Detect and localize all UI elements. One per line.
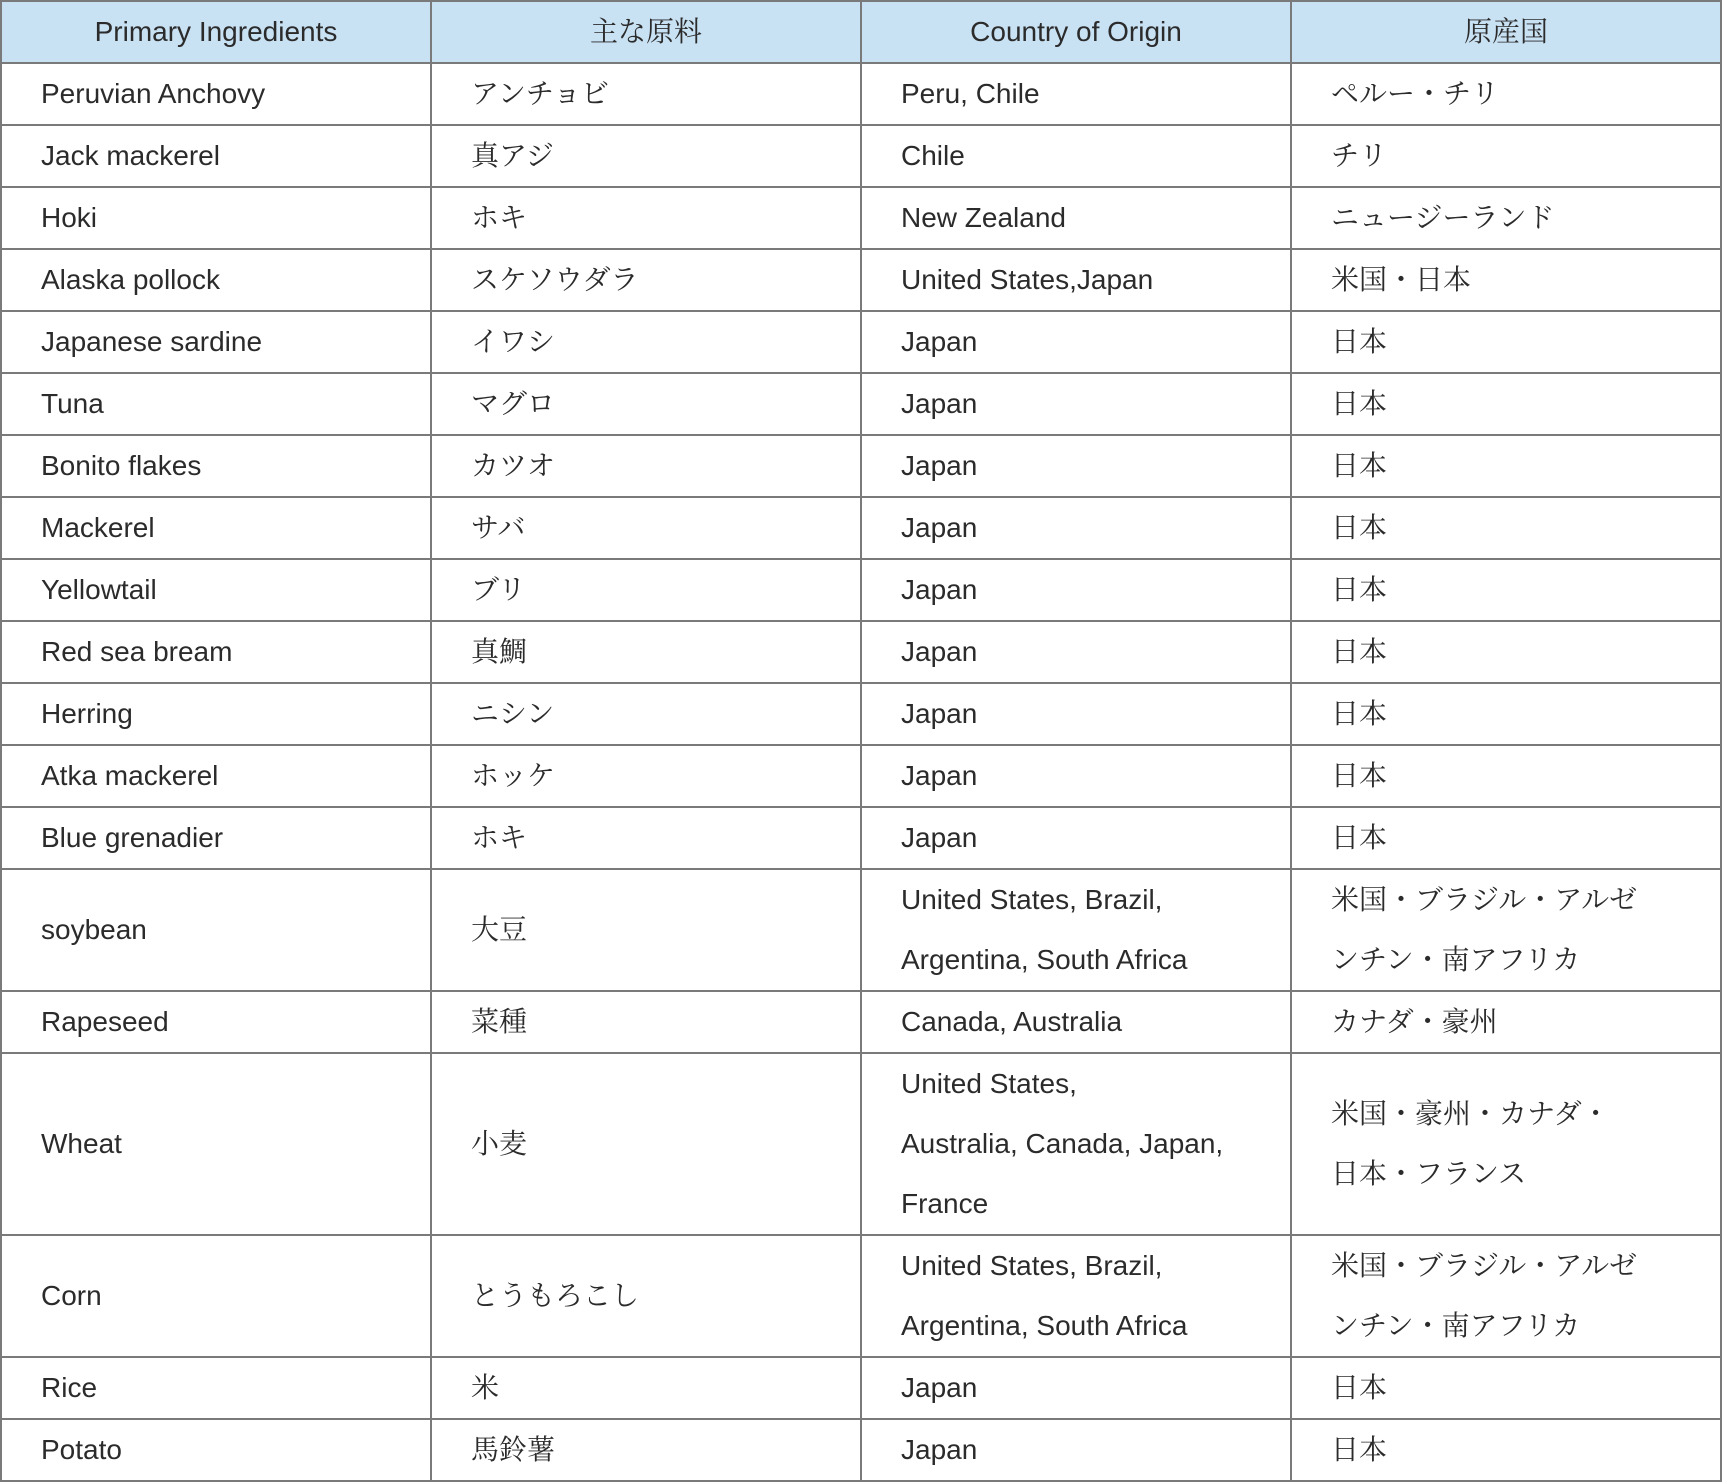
ingredient-ja: ホキ (431, 807, 861, 869)
origin-ja: ニュージーランド (1291, 187, 1721, 249)
table-row (1, 1053, 1721, 1235)
origin-ja: 日本 (1291, 1419, 1721, 1481)
origin-ja: 日本 (1291, 559, 1721, 621)
header-country-of-origin: Country of Origin (861, 1, 1291, 63)
table-row (1, 435, 1721, 497)
table-row (1, 249, 1721, 311)
origin-en: Japan (861, 1357, 1291, 1419)
origin-ja-text: 米国・ブラジル・アルゼ ンチン・南アフリカ (1331, 884, 1638, 975)
ingredient-en: Rapeseed (1, 991, 431, 1053)
ingredient-en: Herring (1, 683, 431, 745)
ingredient-en: Tuna (1, 373, 431, 435)
origin-ja-text: 米国・ブラジル・アルゼ ンチン・南アフリカ (1331, 1250, 1638, 1341)
ingredient-en: Corn (1, 1235, 431, 1357)
ingredient-en: Red sea bream (1, 621, 431, 683)
table-row (1, 497, 1721, 559)
ingredient-ja: カツオ (431, 435, 861, 497)
origin-ja: カナダ・豪州 (1291, 991, 1721, 1053)
origin-ja: 日本 (1291, 807, 1721, 869)
origin-ja: 日本 (1291, 373, 1721, 435)
origin-ja (1291, 1053, 1721, 1235)
table-row (1, 1419, 1721, 1481)
ingredient-en: Jack mackerel (1, 125, 431, 187)
ingredient-ja: ホッケ (431, 745, 861, 807)
ingredient-ja: 大豆 (431, 869, 861, 991)
origin-ja: ペルー・チリ (1291, 63, 1721, 125)
origin-en: United States,Japan (861, 249, 1291, 311)
origin-ja (1291, 1235, 1721, 1357)
origin-ja: 日本 (1291, 745, 1721, 807)
ingredient-en: soybean (1, 869, 431, 991)
table-row (1, 187, 1721, 249)
ingredient-ja: ブリ (431, 559, 861, 621)
origin-ja: チリ (1291, 125, 1721, 187)
ingredient-en: Peruvian Anchovy (1, 63, 431, 125)
ingredient-ja: マグロ (431, 373, 861, 435)
origin-en-text: United States, Brazil, Argentina, South Africa (901, 884, 1188, 975)
origin-en: Japan (861, 1419, 1291, 1481)
origin-en: Japan (861, 435, 1291, 497)
ingredient-en: Rice (1, 1357, 431, 1419)
origin-en (861, 1053, 1291, 1235)
origin-en: Japan (861, 497, 1291, 559)
table-header-row (1, 1, 1721, 63)
ingredient-en: Potato (1, 1419, 431, 1481)
ingredient-en: Atka mackerel (1, 745, 431, 807)
ingredient-en: Mackerel (1, 497, 431, 559)
ingredient-en: Bonito flakes (1, 435, 431, 497)
table-row (1, 311, 1721, 373)
table-row (1, 1357, 1721, 1419)
ingredient-ja: 小麦 (431, 1053, 861, 1235)
ingredient-ja: スケソウダラ (431, 249, 861, 311)
table-row (1, 683, 1721, 745)
table-row (1, 807, 1721, 869)
origin-en: Japan (861, 683, 1291, 745)
origin-en: Canada, Australia (861, 991, 1291, 1053)
ingredient-ja: ホキ (431, 187, 861, 249)
table-row (1, 373, 1721, 435)
origin-en: Japan (861, 807, 1291, 869)
ingredient-en: Blue grenadier (1, 807, 431, 869)
origin-en-text: United States, Brazil, Argentina, South Africa (901, 1250, 1188, 1341)
ingredient-en: Japanese sardine (1, 311, 431, 373)
origin-en: Japan (861, 621, 1291, 683)
origin-en: Chile (861, 125, 1291, 187)
ingredient-en: Wheat (1, 1053, 431, 1235)
ingredient-ja: サバ (431, 497, 861, 559)
ingredient-en: Hoki (1, 187, 431, 249)
origin-ja: 日本 (1291, 435, 1721, 497)
header-main-ingredients-ja: 主な原料 (431, 1, 861, 63)
origin-ja: 日本 (1291, 497, 1721, 559)
origin-en: Japan (861, 373, 1291, 435)
origin-en: New Zealand (861, 187, 1291, 249)
origin-en-text: United States, Australia, Canada, Japan, France (901, 1068, 1224, 1219)
table-row (1, 559, 1721, 621)
ingredient-ja: アンチョビ (431, 63, 861, 125)
ingredient-ja: イワシ (431, 311, 861, 373)
ingredient-ja: 真アジ (431, 125, 861, 187)
table-row (1, 621, 1721, 683)
ingredient-ja: とうもろこし (431, 1235, 861, 1357)
ingredient-ja: 馬鈴薯 (431, 1419, 861, 1481)
origin-ja-text: 米国・豪州・カナダ・ 日本・フランス (1331, 1098, 1610, 1189)
origin-ja: 日本 (1291, 1357, 1721, 1419)
ingredient-en: Yellowtail (1, 559, 431, 621)
table-row (1, 63, 1721, 125)
origin-en: Japan (861, 559, 1291, 621)
origin-en: Peru, Chile (861, 63, 1291, 125)
origin-ja: 日本 (1291, 683, 1721, 745)
origin-en (861, 1235, 1291, 1357)
origin-ja: 日本 (1291, 311, 1721, 373)
origin-en (861, 869, 1291, 991)
table-row (1, 869, 1721, 991)
table-row (1, 745, 1721, 807)
origin-ja: 米国・日本 (1291, 249, 1721, 311)
ingredient-ja: 真鯛 (431, 621, 861, 683)
ingredient-ja: 菜種 (431, 991, 861, 1053)
origin-ja (1291, 869, 1721, 991)
ingredient-ja: ニシン (431, 683, 861, 745)
header-primary-ingredients: Primary Ingredients (1, 1, 431, 63)
table-row (1, 1235, 1721, 1357)
origin-en: Japan (861, 311, 1291, 373)
table-row (1, 991, 1721, 1053)
header-country-of-origin-ja: 原産国 (1291, 1, 1721, 63)
table-row (1, 125, 1721, 187)
ingredient-ja: 米 (431, 1357, 861, 1419)
origin-ja: 日本 (1291, 621, 1721, 683)
ingredient-en: Alaska pollock (1, 249, 431, 311)
origin-en: Japan (861, 745, 1291, 807)
